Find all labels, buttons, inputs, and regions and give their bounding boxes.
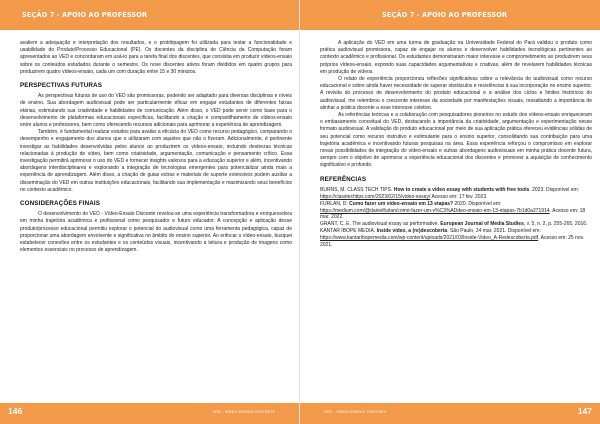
- right-page: [300, 0, 600, 424]
- page-number: 147: [577, 406, 592, 416]
- references-title: REFERÊNCIAS: [320, 175, 367, 183]
- paragraph: avaliem a adequação e interpretação dos resultados, e o protótipagem foi utilizada para testar a funcionalidade e usabilidade do Produto/Processo Educacional (PE). Os docentes da disciplina de Ciência da Computação foram apresentados ao VED e concordaram em usá-lo para a tarefa final dos discentes, que consistia em produzir vídeos-ensaio sobre os conteúdos estudados durante o semestre. Os nove discentes ativos foram divididos em quatro grupos para produzirem quatro vídeos-ensaio, cada um com duração entre 15 e 30 minutos.: [20, 40, 292, 75]
- ref-title: European Journal of Media Studies: [440, 221, 524, 228]
- left-content: [20, 40, 292, 254]
- ref-text: Acesso em: 17 fev. 2023.: [430, 193, 488, 200]
- ref-link[interactable]: https://classtechtips.com/2023/02/15/video-essay/: [320, 193, 431, 200]
- section-title-consideracoes: CONSIDERAÇÕES FINAIS: [20, 200, 101, 208]
- ref-title: How to create a video essay with students with free tools: [393, 186, 530, 193]
- section-header: SEÇÃO 7 - APOIO AO PROFESSOR: [22, 11, 148, 19]
- ref-text: . São Paulo, 24 mar. 2021. Disponível em:: [447, 228, 541, 235]
- footer-strip: [0, 404, 300, 424]
- ref-text: . Acesso em: 25 nov. 2021.: [320, 235, 585, 249]
- ref-text: KANTAR IBOPE MEDIA.: [320, 228, 377, 235]
- paragraph: As perspectivas futuras de uso do VED são promissoras, podendo ser adaptado para diversas disciplinas e níveis de ensino. Sua abordagem audiovisual pode ser particularmente eficaz em engajar estudantes de diferentes faixas etárias, estimulando sua criatividade e habilidades de comunicação. Além disso, o VED pode servir como base para o desenvolvimento de plataformas educacionais específicas, facilitando a criação e compartilhamento de vídeos-ensaio entre alunos e professores, bem como oferecendo recursos adicionais para aprimorar a experiência de aprendizagem.: [20, 93, 292, 129]
- page-number: 146: [8, 406, 23, 416]
- reference-item: [320, 228, 592, 249]
- footer-strip: [300, 404, 600, 424]
- ref-text: 2020. Disponível em:: [453, 200, 502, 207]
- ref-title: Como fazer um vídeo-ensaio em 13 etapas?: [349, 200, 454, 207]
- ref-title: Inside video, a (re)descoberta: [376, 228, 448, 235]
- footer-title: VED - VÍDEO-ENSAIO DISCENTE: [212, 409, 275, 414]
- reference-item: [320, 187, 592, 201]
- paragraph: A aplicação do VED em uma turma de graduação na Universidade Federal do Pará validou o produto como prática audiovisual promissora, capaz de engajar os alunos e desenvolver habilidades tecnológicas pertinentes ao contexto acadêmico e profissional. Os estudantes demonstraram maior interesse e comprometimento ao produzirem seus próprios vídeos-ensaio, expondo suas capacidades argumentativas e criativas, além de revelarem habilidades técnicas em produção de vídeos.: [320, 40, 592, 75]
- ref-text: FURLAN, D.: [320, 200, 350, 207]
- ref-text: GRANT, C. E. The audiovisual essay as performative.: [320, 221, 441, 228]
- paragraph: As referências teóricas e a colaboração com pesquisadores pioneiros no estudo dos vídeos-ensaio enriqueceram o embasamento conceitual do VED, destacando a importância da criatividade, argumentação e experimentação nesse formato audiovisual. A validação do produto educacional por meio de sua aplicação prática ofereceu evidências sólidas de seu potencial como recurso instrutivo e estimulante para o ensino superior, consolidando sua contribuição para uma trajetória acadêmica e incentivando futuras pesquisas na área. Essa experiência reforçou o compromisso em explorar novas possibilidades de integração do vídeo-ensaio e outras abordagens audiovisuais em minha prática docente futura, sempre com o objetivo de aprimorar a experiência educacional dos discentes e promover a aquisição de conhecimento significativo e profundo.: [320, 112, 592, 169]
- reference-item: [320, 221, 592, 228]
- ref-text: . Acesso em: 18 mar. 2022.: [320, 207, 586, 221]
- section-header: SEÇÃO 7 - APOIO AO PROFESSOR: [382, 11, 508, 19]
- ref-text: BURNS, M. CLASS TECH TIPS.: [320, 186, 394, 193]
- ref-text: . 2023. Disponível em:: [529, 186, 580, 193]
- reference-item: [320, 201, 592, 222]
- section-title-perspectivas: PERSPECTIVAS FUTURAS: [20, 82, 103, 90]
- ref-text: , v. 5, n. 2, p. 255-265, 2016.: [523, 221, 588, 228]
- paragraph: O relato de experiência proporcionou reflexões significativas sobre a relevância do audiovisual como recurso educacional e sobre ainda haver necessidade de superar obstáculos e resistências à sua incorporação no ensino superior. A revisita do processo de desenvolvimento do produto educacional e a análise dos ciclos e limites históricos do audiovisual, me relembrou o crescente interesse da sociedade por manifestações visuais, ressaltando a importância de alinhar a prática docente a esse interesse coletivo.: [320, 76, 592, 111]
- ref-link[interactable]: https://medium.com/@danielfurlan/como-fazer-um-v%C3%ADdeo-ensaio-em-13-etapas-7b1d0a271914: [320, 207, 550, 214]
- paragraph: Também, é fundamental realizar estudos para avaliar a eficácia do VED como recurso pedagógico, comparando o desempenho e engajamento dos alunos que o utilizaram com aqueles que não o fizeram. Adicionalmente, é pertinente investigar as habilidades desenvolvidas pelos alunos ao produzirem os vídeos-ensaio, incluindo destrezas técnicas relacionadas à produção de vídeo, bem como criatividade, argumentação, comunicação e pensamento crítico. Essa investigação permitirá aprimorar o uso do VED e fornecer insights valiosos para a educação superior e além, incentivando abordagens interdisciplinares e explorando a integração de tecnologias emergentes para potencializar ainda mais a experiência de aprendizagem. Além disso, a criação de guias extras e materiais de suporte extensivos podem auxiliar a disseminação do VED em outras instituições educacionais, facilitando sua implementação e maximizando seus benefícios no contexto acadêmico.: [20, 129, 292, 193]
- paragraph: O desenvolvimento do VED - Vídeo-Ensaio Discente revelou-se uma experiência transformadora e enriquecedora em minha trajetória acadêmica e profissional como pesquisador e futuro educador. A concepção e aplicação desse produto/processo educacional permitiu explorar o potencial do audiovisual como uma ferramenta pedagógica, capaz de proporcionar uma abordagem envolvente e significativa no âmbito do ensino superior. Ao enfocar o vídeo-ensaio, busquei estabelecer conexões entre os estudantes e os conteúdos visuais, incentivando a leitura e produção de imagens como elementos essenciais no processo de aprendizagem.: [20, 211, 292, 254]
- right-content: [320, 40, 592, 249]
- ref-link[interactable]: https://www.kantaribopemedia.com/wp-content/uploads/2021/03/Inside-Video_A-Redescoberta.pdf: [320, 235, 539, 242]
- footer-title: VED - VÍDEO-ENSAIO DISCENTE: [324, 409, 387, 414]
